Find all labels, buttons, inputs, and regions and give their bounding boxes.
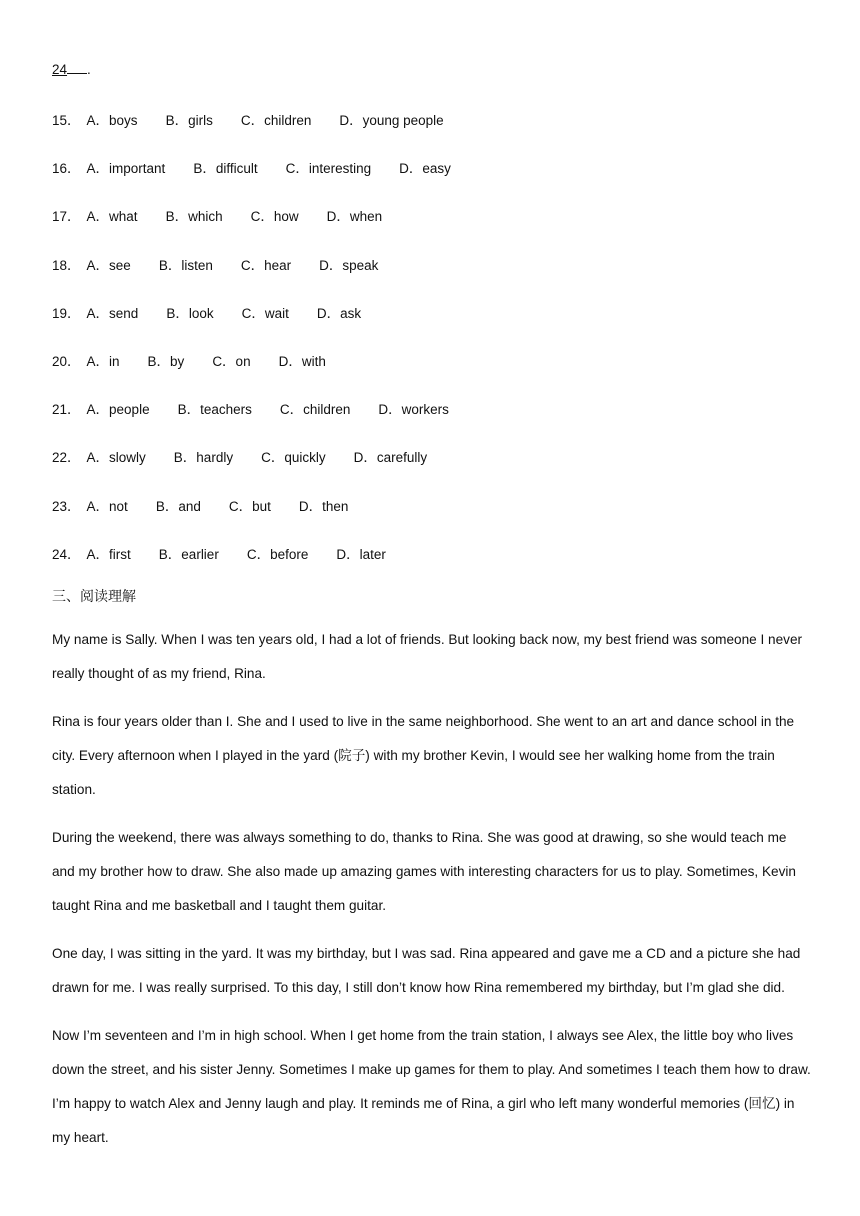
answer-option-b: B．girls — [165, 113, 213, 128]
question-row — [52, 495, 348, 515]
question-number: 15． — [52, 113, 81, 128]
question-number: 16． — [52, 161, 81, 177]
question-number: 24． — [52, 546, 81, 562]
answer-option-c: C．on — [212, 354, 251, 369]
answer-option-a: A．not — [86, 498, 128, 514]
question-row — [52, 302, 361, 322]
answer-option-d: D．workers — [378, 402, 449, 418]
answer-option-d: D．later — [336, 546, 386, 562]
question-row — [52, 254, 378, 274]
question-row — [52, 543, 386, 563]
answer-option-d: D．young people — [339, 113, 444, 128]
answer-option-c: C．before — [246, 546, 309, 562]
reading-paragraph-1: My name is Sally. When I was ten years old, I had a lot of friends. But looking back now, my best friend was someone I never really thought of as my friend, Rina. — [52, 632, 803, 681]
answer-option-c: C．wait — [241, 305, 289, 321]
section-heading: 三、阅读理解 — [52, 589, 136, 605]
blank-trailing: . — [87, 62, 91, 77]
answer-option-b: B．listen — [158, 257, 213, 273]
answer-option-c: C．how — [250, 209, 299, 225]
answer-option-a: A．important — [86, 161, 166, 177]
question-row — [52, 109, 444, 129]
question-row — [52, 157, 451, 177]
blank-number: 24 — [52, 62, 68, 77]
question-row — [52, 205, 382, 225]
reading-paragraph-5: Now I’m seventeen and I’m in high school. When I get home from the train station, I always see Alex, the little boy who lives down the street, and his sister Jenny. Sometimes I make up games for them to play. And sometimes I teach them how to draw. I’m happy to watch Alex and Jenny laugh and play. It reminds me of Rina, a girl who left many wonderful memories (回忆) in my heart. — [52, 1028, 811, 1145]
answer-option-b: B．and — [155, 498, 201, 514]
answer-option-a: A．slowly — [86, 450, 146, 466]
blank-underline — [67, 61, 87, 74]
answer-option-b: B．earlier — [158, 546, 219, 562]
answer-blank-line — [52, 61, 91, 77]
answer-option-a: A．see — [86, 257, 131, 273]
answer-option-b: B．which — [165, 209, 223, 225]
question-number: 21． — [52, 402, 81, 418]
question-row — [52, 350, 326, 370]
reading-paragraph-4: One day, I was sitting in the yard. It was my birthday, but I was sad. Rina appeared and gave me a CD and a picture she had drawn for me. I was really surprised. To this day, I still don’t know how Rina remembered my birthday, but I’m glad she did. — [52, 946, 801, 995]
answer-option-a: A．boys — [86, 113, 138, 128]
question-number: 23． — [52, 498, 81, 514]
answer-option-c: C．children — [240, 113, 312, 128]
answer-option-b: B．difficult — [193, 161, 258, 177]
answer-option-c: C．children — [279, 402, 351, 418]
answer-option-b: B．teachers — [177, 402, 252, 418]
answer-option-d: D．speak — [319, 257, 379, 273]
answer-option-d: D．when — [326, 209, 383, 225]
answer-option-b: B．by — [147, 354, 185, 369]
reading-paragraph-2: Rina is four years older than I. She and I used to live in the same neighborhood. She went to an art and dance school in the city. Every afternoon when I played in the yard (院子) with my brother Kevin, I would see her walking home from the train station. — [52, 714, 795, 797]
answer-option-c: C．but — [228, 498, 271, 514]
answer-option-d: D．with — [278, 354, 326, 369]
question-number: 18． — [52, 257, 81, 273]
answer-option-b: B．look — [166, 305, 214, 321]
question-number: 17． — [52, 209, 81, 225]
answer-option-a: A．in — [86, 354, 120, 369]
answer-option-c: C．quickly — [261, 450, 326, 466]
question-number: 22． — [52, 450, 81, 466]
answer-option-d: D．then — [298, 498, 349, 514]
question-number: 20． — [52, 354, 81, 369]
answer-option-c: C．interesting — [285, 161, 372, 177]
answer-option-a: A．people — [86, 402, 150, 418]
question-number: 19． — [52, 305, 81, 321]
answer-option-d: D．easy — [399, 161, 451, 177]
answer-option-b: B．hardly — [173, 450, 234, 466]
answer-option-a: A．send — [86, 305, 139, 321]
question-row — [52, 446, 427, 466]
answer-option-c: C．hear — [240, 257, 292, 273]
question-row — [52, 398, 449, 418]
answer-option-d: D．carefully — [353, 450, 428, 466]
answer-option-a: A．first — [86, 546, 131, 562]
reading-paragraph-3: During the weekend, there was always something to do, thanks to Rina. She was good at drawing, so she would teach me and my brother how to draw. She also made up amazing games with interesting characters for us to play. Sometimes, Kevin taught Rina and me basketball and I taught them guitar. — [52, 830, 796, 913]
answer-option-a: A．what — [86, 209, 138, 225]
answer-option-d: D．ask — [316, 305, 362, 321]
